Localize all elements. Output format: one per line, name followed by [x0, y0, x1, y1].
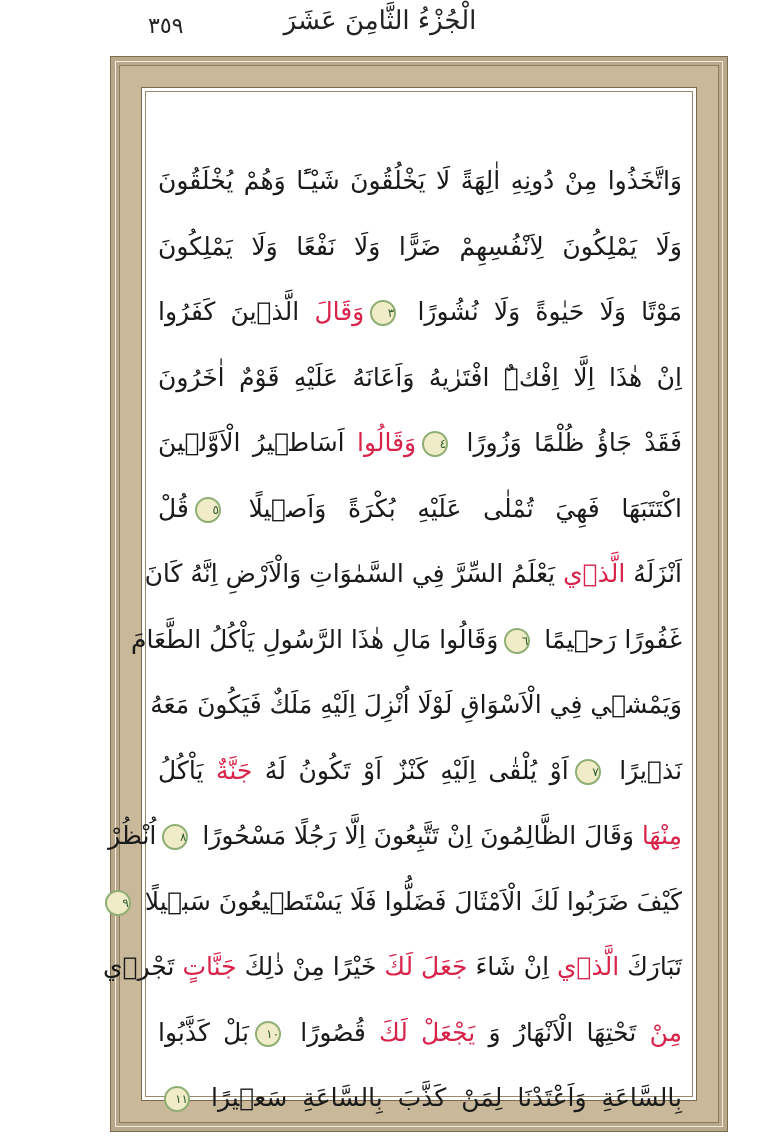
ayah-number-marker: ٣: [370, 300, 396, 326]
ayah-number-marker: ١٠: [255, 1021, 281, 1047]
highlighted-verse-text: مِنْهَا: [641, 821, 682, 850]
verse-text: تَبَارَكَ: [627, 952, 682, 981]
verse-text: بِالسَّاعَةِ وَاَعْتَدْنَا لِمَنْ كَذَّبَ بِالسَّاعَةِ سَعٖيرًا: [211, 1083, 682, 1112]
verse-line: [150, 672, 682, 738]
verse-line: [158, 148, 682, 214]
highlighted-verse-text: الَّذٖي: [563, 559, 626, 588]
verse-line: [158, 1065, 682, 1131]
verse-line: [103, 934, 682, 1000]
verse-text: اُنْظُرْ: [108, 821, 157, 850]
verse-text: يَعْلَمُ السِّرَّ فِي السَّمٰوَاتِ وَالْاَرْضِ اِنَّهُ كَانَ: [144, 559, 556, 588]
highlighted-verse-text: وَقَالَ: [314, 297, 365, 326]
verse-line: [130, 607, 682, 673]
verse-text: قُلْ: [158, 493, 189, 523]
verse-text: وَقَالُوا مَالِ هٰذَا الرَّسُولِ يَاْكُلُ الطَّعَامَ: [130, 624, 499, 654]
verse-text: فَقَدْ جَاؤُ ظُلْمًا وَزُورًا: [466, 428, 683, 457]
verse-text: يَاْكُلُ: [158, 755, 204, 785]
verse-text: اكْتَتَبَهَا فَهِيَ تُمْلٰى عَلَيْهِ بُكْرَةً وَاَصٖيلًا: [248, 493, 683, 523]
highlighted-verse-text: وَقَالُوا: [357, 428, 417, 457]
juz-title: الْجُزْءُ الثَّامِنَ عَشَرَ: [283, 6, 477, 36]
ayah-number-marker: ٨: [162, 824, 188, 850]
highlighted-verse-text: مِنْ: [649, 1017, 682, 1047]
verse-line: [158, 1000, 682, 1066]
verse-line: [158, 345, 682, 411]
ayah-number-marker: ٥: [195, 497, 221, 523]
verse-text: اِنْ شَاءَ: [475, 952, 550, 981]
text-panel: [103, 87, 697, 1112]
verse-text: غَفُورًا رَحٖيمًا: [544, 624, 682, 654]
highlighted-verse-text: جَنَّةٌ: [215, 755, 253, 785]
verse-line: [122, 869, 682, 935]
verse-text: مَوْتًا وَلَا حَيٰوةً وَلَا نُشُورًا: [417, 297, 682, 326]
verse-line: [158, 410, 682, 476]
verse-text: اَنْزَلَهُ: [633, 559, 682, 588]
verse-text: تَحْتِهَا الْاَنْهَارُ وَ: [488, 1017, 637, 1047]
verse-line: [158, 279, 682, 345]
verse-line: [144, 541, 682, 607]
verse-text: وَقَالَ الظَّالِمُونَ اِنْ تَتَّبِعُونَ اِلَّا رَجُلًا مَسْحُورًا: [202, 821, 634, 850]
ayah-number-marker: ٧: [575, 759, 601, 785]
highlighted-verse-text: جَنَّاتٍ: [182, 952, 237, 981]
verse-text-area: [103, 148, 683, 1131]
page-header: [0, 0, 760, 52]
ayah-number-marker: ٦: [504, 628, 530, 654]
verse-text: الَّذٖينَ كَفَرُوا: [158, 297, 300, 326]
ayah-number-marker: ٩: [105, 890, 131, 916]
verse-line: [108, 803, 682, 869]
verse-text: بَلْ كَذَّبُوا: [158, 1017, 250, 1047]
verse-text: كَيْفَ ضَرَبُوا لَكَ الْاَمْثَالَ فَضَلُّوا فَلَا يَسْتَطٖيعُونَ سَبٖيلًا: [144, 886, 682, 916]
page-frame: [103, 56, 728, 1132]
ayah-number-marker: ١١: [164, 1086, 190, 1112]
verse-text: وَيَمْشٖي فِي الْاَسْوَاقِ لَوْلَا اُنْزِلَ اِلَيْهِ مَلَكٌ فَيَكُونَ مَعَهُ: [150, 690, 682, 719]
page-number: ٣٥٩: [148, 14, 184, 39]
verse-line: [158, 476, 682, 542]
highlighted-verse-text: جَعَلَ لَكَ: [384, 952, 468, 981]
verse-text: نَذٖيرًا: [619, 755, 683, 785]
highlighted-verse-text: الَّذٖي: [556, 952, 620, 981]
verse-text: تَجْرٖي: [103, 952, 175, 981]
highlighted-verse-text: يَجْعَلْ لَكَ: [379, 1017, 476, 1047]
verse-text: اَوْ يُلْقٰى اِلَيْهِ كَنْزٌ اَوْ تَكُونُ لَهُ: [264, 755, 569, 785]
verse-line: [158, 738, 682, 804]
verse-text: خَيْرًا مِنْ ذٰلِكَ: [244, 952, 377, 981]
verse-text: وَلَا يَمْلِكُونَ لِاَنْفُسِهِمْ ضَرًّا وَلَا نَفْعًا وَلَا يَمْلِكُونَ: [158, 231, 682, 261]
verse-text: وَاتَّخَذُوا مِنْ دُونِهِ اٰلِهَةً لَا يَخْلُقُونَ شَيْـًٔا وَهُمْ يُخْلَقُونَ: [158, 166, 682, 195]
verse-text: قُصُورًا: [300, 1017, 366, 1047]
verse-text: اَسَاطٖيرُ الْاَوَّلٖينَ: [158, 428, 345, 457]
verse-text: اِنْ هٰذَا اِلَّا اِفْكٌۨ افْتَرٰيهُ وَاَعَانَهُ عَلَيْهِ قَوْمٌ اٰخَرُونَ: [158, 362, 682, 392]
ayah-number-marker: ٤: [422, 431, 448, 457]
verse-line: [158, 214, 682, 280]
